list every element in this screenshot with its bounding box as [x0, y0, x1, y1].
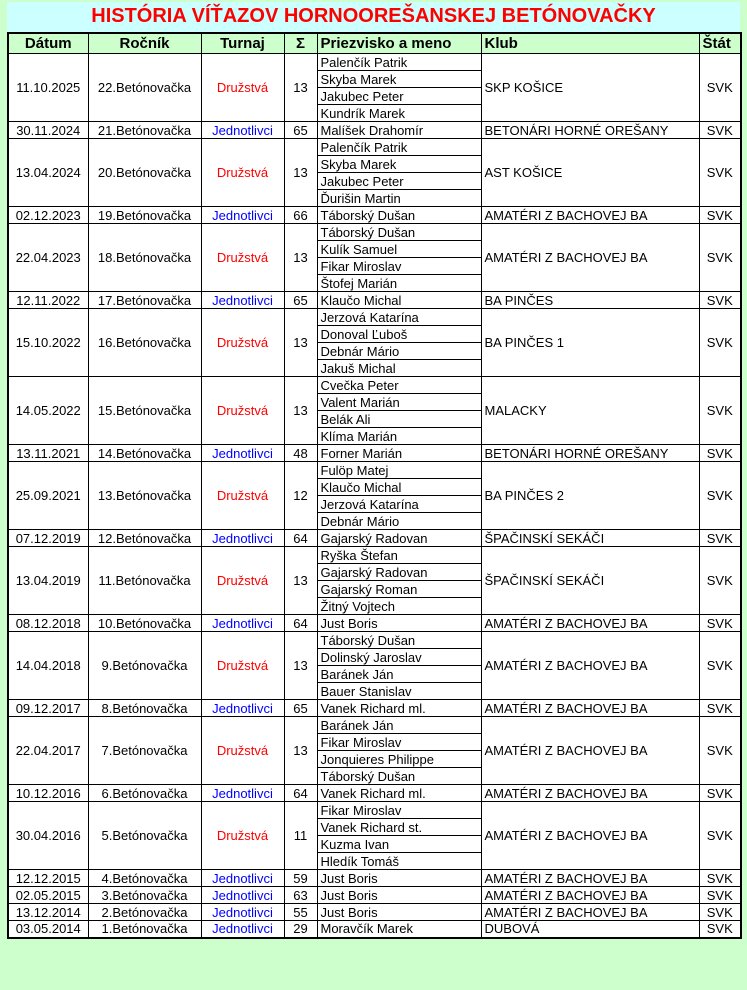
- cell-stat: SVK: [699, 54, 741, 122]
- cell-rocnik: 1.Betónovačka: [88, 921, 201, 938]
- cell-rocnik: 4.Betónovačka: [88, 870, 201, 887]
- cell-klub: SKP KOŠICE: [481, 54, 699, 122]
- cell-turnaj: Jednotlivci: [201, 445, 284, 462]
- cell-turnaj: Jednotlivci: [201, 292, 284, 309]
- cell-datum: 11.10.2025: [8, 54, 88, 122]
- cell-klub: AMATÉRI Z BACHOVEJ BA: [481, 785, 699, 802]
- cell-meno: Klíma Marián: [317, 428, 481, 445]
- cell-meno: Baránek Ján: [317, 666, 481, 683]
- cell-meno: Fikar Miroslav: [317, 802, 481, 819]
- cell-datum: 13.11.2021: [8, 445, 88, 462]
- cell-datum: 02.05.2015: [8, 887, 88, 904]
- cell-meno: Kundrík Marek: [317, 105, 481, 122]
- column-header-datum: Dátum: [8, 33, 88, 54]
- cell-meno: Just Boris: [317, 615, 481, 632]
- cell-meno: Valent Marián: [317, 394, 481, 411]
- cell-stat: SVK: [699, 139, 741, 207]
- cell-meno: Jerzová Katarína: [317, 309, 481, 326]
- table-body: [8, 54, 741, 938]
- cell-suma: 59: [284, 870, 317, 887]
- cell-rocnik: 2.Betónovačka: [88, 904, 201, 921]
- cell-stat: SVK: [699, 292, 741, 309]
- column-header-meno: Priezvisko a meno: [317, 33, 481, 54]
- cell-meno: Táborský Dušan: [317, 224, 481, 241]
- cell-turnaj: Jednotlivci: [201, 207, 284, 224]
- cell-stat: SVK: [699, 904, 741, 921]
- cell-stat: SVK: [699, 530, 741, 547]
- table-row: [8, 292, 741, 309]
- cell-meno: Gajarský Radovan: [317, 564, 481, 581]
- cell-stat: SVK: [699, 445, 741, 462]
- cell-stat: SVK: [699, 224, 741, 292]
- cell-suma: 64: [284, 530, 317, 547]
- cell-rocnik: 16.Betónovačka: [88, 309, 201, 377]
- cell-datum: 13.04.2019: [8, 547, 88, 615]
- cell-meno: Ryška Štefan: [317, 547, 481, 564]
- cell-rocnik: 10.Betónovačka: [88, 615, 201, 632]
- cell-datum: 25.09.2021: [8, 462, 88, 530]
- cell-datum: 13.04.2024: [8, 139, 88, 207]
- cell-datum: 08.12.2018: [8, 615, 88, 632]
- table-row: [8, 54, 741, 71]
- table-row: [8, 632, 741, 649]
- cell-datum: 15.10.2022: [8, 309, 88, 377]
- table-row: [8, 802, 741, 819]
- cell-rocnik: 13.Betónovačka: [88, 462, 201, 530]
- cell-meno: Skyba Marek: [317, 71, 481, 88]
- cell-turnaj: Družstvá: [201, 139, 284, 207]
- cell-suma: 13: [284, 309, 317, 377]
- cell-klub: BETONÁRI HORNÉ OREŠANY: [481, 445, 699, 462]
- cell-suma: 65: [284, 700, 317, 717]
- cell-rocnik: 14.Betónovačka: [88, 445, 201, 462]
- cell-suma: 55: [284, 904, 317, 921]
- cell-meno: Jakubec Peter: [317, 88, 481, 105]
- cell-klub: AMATÉRI Z BACHOVEJ BA: [481, 615, 699, 632]
- cell-meno: Debnár Mário: [317, 343, 481, 360]
- cell-meno: Gajarský Radovan: [317, 530, 481, 547]
- cell-stat: SVK: [699, 462, 741, 530]
- table-header: [8, 33, 741, 54]
- cell-datum: 14.05.2022: [8, 377, 88, 445]
- cell-turnaj: Družstvá: [201, 462, 284, 530]
- cell-suma: 66: [284, 207, 317, 224]
- cell-stat: SVK: [699, 887, 741, 904]
- cell-meno: Klaučo Michal: [317, 292, 481, 309]
- cell-suma: 64: [284, 615, 317, 632]
- cell-meno: Just Boris: [317, 887, 481, 904]
- cell-datum: 13.12.2014: [8, 904, 88, 921]
- cell-datum: 12.12.2015: [8, 870, 88, 887]
- cell-stat: SVK: [699, 615, 741, 632]
- cell-suma: 13: [284, 717, 317, 785]
- cell-klub: AMATÉRI Z BACHOVEJ BA: [481, 802, 699, 870]
- cell-rocnik: 6.Betónovačka: [88, 785, 201, 802]
- cell-rocnik: 17.Betónovačka: [88, 292, 201, 309]
- cell-rocnik: 9.Betónovačka: [88, 632, 201, 700]
- cell-klub: AMATÉRI Z BACHOVEJ BA: [481, 700, 699, 717]
- table-row: [8, 309, 741, 326]
- cell-klub: BETONÁRI HORNÉ OREŠANY: [481, 122, 699, 139]
- cell-meno: Žitný Vojtech: [317, 598, 481, 615]
- cell-turnaj: Jednotlivci: [201, 122, 284, 139]
- cell-rocnik: 8.Betónovačka: [88, 700, 201, 717]
- cell-turnaj: Družstvá: [201, 802, 284, 870]
- cell-turnaj: Družstvá: [201, 717, 284, 785]
- cell-rocnik: 22.Betónovačka: [88, 54, 201, 122]
- table-row: [8, 717, 741, 734]
- cell-turnaj: Jednotlivci: [201, 887, 284, 904]
- table-row: [8, 207, 741, 224]
- cell-turnaj: Jednotlivci: [201, 530, 284, 547]
- cell-turnaj: Jednotlivci: [201, 870, 284, 887]
- table-row: [8, 904, 741, 921]
- cell-klub: ŠPAČINSKÍ SEKÁČI: [481, 530, 699, 547]
- cell-meno: Táborský Dušan: [317, 207, 481, 224]
- cell-rocnik: 5.Betónovačka: [88, 802, 201, 870]
- cell-suma: 13: [284, 139, 317, 207]
- cell-rocnik: 7.Betónovačka: [88, 717, 201, 785]
- cell-stat: SVK: [699, 802, 741, 870]
- cell-datum: 30.11.2024: [8, 122, 88, 139]
- cell-stat: SVK: [699, 309, 741, 377]
- cell-klub: AMATÉRI Z BACHOVEJ BA: [481, 904, 699, 921]
- cell-datum: 09.12.2017: [8, 700, 88, 717]
- cell-meno: Štofej Marián: [317, 275, 481, 292]
- cell-meno: Vanek Richard ml.: [317, 700, 481, 717]
- cell-turnaj: Družstvá: [201, 547, 284, 615]
- cell-turnaj: Jednotlivci: [201, 615, 284, 632]
- cell-meno: Jakuš Michal: [317, 360, 481, 377]
- cell-klub: AMATÉRI Z BACHOVEJ BA: [481, 224, 699, 292]
- cell-turnaj: Družstvá: [201, 224, 284, 292]
- cell-turnaj: Družstvá: [201, 632, 284, 700]
- cell-suma: 29: [284, 921, 317, 938]
- cell-klub: BA PINČES 1: [481, 309, 699, 377]
- table-row: [8, 615, 741, 632]
- column-header-rocnik: Ročník: [88, 33, 201, 54]
- cell-meno: Just Boris: [317, 904, 481, 921]
- table-row: [8, 547, 741, 564]
- cell-datum: 10.12.2016: [8, 785, 88, 802]
- cell-datum: 22.04.2023: [8, 224, 88, 292]
- cell-turnaj: Jednotlivci: [201, 904, 284, 921]
- cell-datum: 30.04.2016: [8, 802, 88, 870]
- cell-suma: 13: [284, 224, 317, 292]
- cell-meno: Belák Ali: [317, 411, 481, 428]
- cell-suma: 65: [284, 292, 317, 309]
- table-row: [8, 224, 741, 241]
- cell-suma: 63: [284, 887, 317, 904]
- cell-meno: Jonquieres Philippe: [317, 751, 481, 768]
- cell-turnaj: Družstvá: [201, 309, 284, 377]
- cell-rocnik: 12.Betónovačka: [88, 530, 201, 547]
- cell-klub: BA PINČES: [481, 292, 699, 309]
- cell-suma: 11: [284, 802, 317, 870]
- cell-meno: Palenčík Patrik: [317, 139, 481, 156]
- cell-suma: 64: [284, 785, 317, 802]
- cell-stat: SVK: [699, 785, 741, 802]
- table-row: [8, 377, 741, 394]
- cell-meno: Fulöp Matej: [317, 462, 481, 479]
- cell-meno: Skyba Marek: [317, 156, 481, 173]
- cell-stat: SVK: [699, 547, 741, 615]
- cell-stat: SVK: [699, 717, 741, 785]
- cell-meno: Cvečka Peter: [317, 377, 481, 394]
- cell-klub: AMATÉRI Z BACHOVEJ BA: [481, 717, 699, 785]
- cell-stat: SVK: [699, 870, 741, 887]
- cell-suma: 13: [284, 377, 317, 445]
- cell-suma: 12: [284, 462, 317, 530]
- cell-meno: Hledík Tomáš: [317, 853, 481, 870]
- column-header-klub: Klub: [481, 33, 699, 54]
- cell-klub: DUBOVÁ: [481, 921, 699, 938]
- cell-klub: AMATÉRI Z BACHOVEJ BA: [481, 207, 699, 224]
- cell-meno: Moravčík Marek: [317, 921, 481, 938]
- cell-meno: Kulík Samuel: [317, 241, 481, 258]
- cell-suma: 13: [284, 632, 317, 700]
- cell-meno: Vanek Richard st.: [317, 819, 481, 836]
- cell-meno: Vanek Richard ml.: [317, 785, 481, 802]
- cell-stat: SVK: [699, 207, 741, 224]
- cell-meno: Forner Marián: [317, 445, 481, 462]
- table-row: [8, 700, 741, 717]
- cell-meno: Fikar Miroslav: [317, 258, 481, 275]
- cell-klub: MALACKY: [481, 377, 699, 445]
- cell-stat: SVK: [699, 122, 741, 139]
- cell-meno: Fikar Miroslav: [317, 734, 481, 751]
- page-title: HISTÓRIA VÍŤAZOV HORNOOREŠANSKEJ BETÓNOVAČKY: [7, 2, 740, 32]
- table-row: [8, 870, 741, 887]
- table-header-row: [8, 33, 741, 54]
- cell-rocnik: 18.Betónovačka: [88, 224, 201, 292]
- cell-stat: SVK: [699, 700, 741, 717]
- cell-turnaj: Jednotlivci: [201, 785, 284, 802]
- cell-turnaj: Družstvá: [201, 377, 284, 445]
- cell-suma: 13: [284, 54, 317, 122]
- cell-suma: 65: [284, 122, 317, 139]
- cell-turnaj: Jednotlivci: [201, 921, 284, 938]
- table-row: [8, 139, 741, 156]
- table-row: [8, 921, 741, 938]
- cell-meno: Táborský Dušan: [317, 768, 481, 785]
- table-row: [8, 445, 741, 462]
- cell-meno: Jakubec Peter: [317, 173, 481, 190]
- cell-meno: Baránek Ján: [317, 717, 481, 734]
- column-header-turnaj: Turnaj: [201, 33, 284, 54]
- cell-datum: 12.11.2022: [8, 292, 88, 309]
- cell-rocnik: 20.Betónovačka: [88, 139, 201, 207]
- table-row: [8, 462, 741, 479]
- cell-meno: Ďurišin Martin: [317, 190, 481, 207]
- cell-rocnik: 21.Betónovačka: [88, 122, 201, 139]
- cell-datum: 07.12.2019: [8, 530, 88, 547]
- cell-datum: 22.04.2017: [8, 717, 88, 785]
- cell-meno: Donoval Ľuboš: [317, 326, 481, 343]
- cell-meno: Kuzma Ivan: [317, 836, 481, 853]
- cell-meno: Malíšek Drahomír: [317, 122, 481, 139]
- cell-meno: Palenčík Patrik: [317, 54, 481, 71]
- column-header-suma: Σ: [284, 33, 317, 54]
- cell-stat: SVK: [699, 632, 741, 700]
- cell-turnaj: Družstvá: [201, 54, 284, 122]
- table-row: [8, 530, 741, 547]
- cell-suma: 48: [284, 445, 317, 462]
- cell-rocnik: 3.Betónovačka: [88, 887, 201, 904]
- cell-klub: AMATÉRI Z BACHOVEJ BA: [481, 632, 699, 700]
- cell-klub: AMATÉRI Z BACHOVEJ BA: [481, 887, 699, 904]
- cell-stat: SVK: [699, 921, 741, 938]
- cell-klub: AMATÉRI Z BACHOVEJ BA: [481, 870, 699, 887]
- table-row: [8, 785, 741, 802]
- cell-meno: Táborský Dušan: [317, 632, 481, 649]
- cell-rocnik: 11.Betónovačka: [88, 547, 201, 615]
- winners-table: [7, 32, 742, 939]
- cell-klub: ŠPAČINSKÍ SEKÁČI: [481, 547, 699, 615]
- table-row: [8, 122, 741, 139]
- cell-datum: 02.12.2023: [8, 207, 88, 224]
- cell-meno: Jerzová Katarína: [317, 496, 481, 513]
- cell-klub: BA PINČES 2: [481, 462, 699, 530]
- cell-rocnik: 19.Betónovačka: [88, 207, 201, 224]
- cell-turnaj: Jednotlivci: [201, 700, 284, 717]
- cell-stat: SVK: [699, 377, 741, 445]
- column-header-stat: Štát: [699, 33, 741, 54]
- cell-meno: Gajarský Roman: [317, 581, 481, 598]
- cell-suma: 13: [284, 547, 317, 615]
- cell-meno: Bauer Stanislav: [317, 683, 481, 700]
- table-row: [8, 887, 741, 904]
- cell-meno: Debnár Mário: [317, 513, 481, 530]
- cell-meno: Dolinský Jaroslav: [317, 649, 481, 666]
- cell-datum: 14.04.2018: [8, 632, 88, 700]
- cell-rocnik: 15.Betónovačka: [88, 377, 201, 445]
- cell-klub: AST KOŠICE: [481, 139, 699, 207]
- cell-datum: 03.05.2014: [8, 921, 88, 938]
- cell-meno: Klaučo Michal: [317, 479, 481, 496]
- cell-meno: Just Boris: [317, 870, 481, 887]
